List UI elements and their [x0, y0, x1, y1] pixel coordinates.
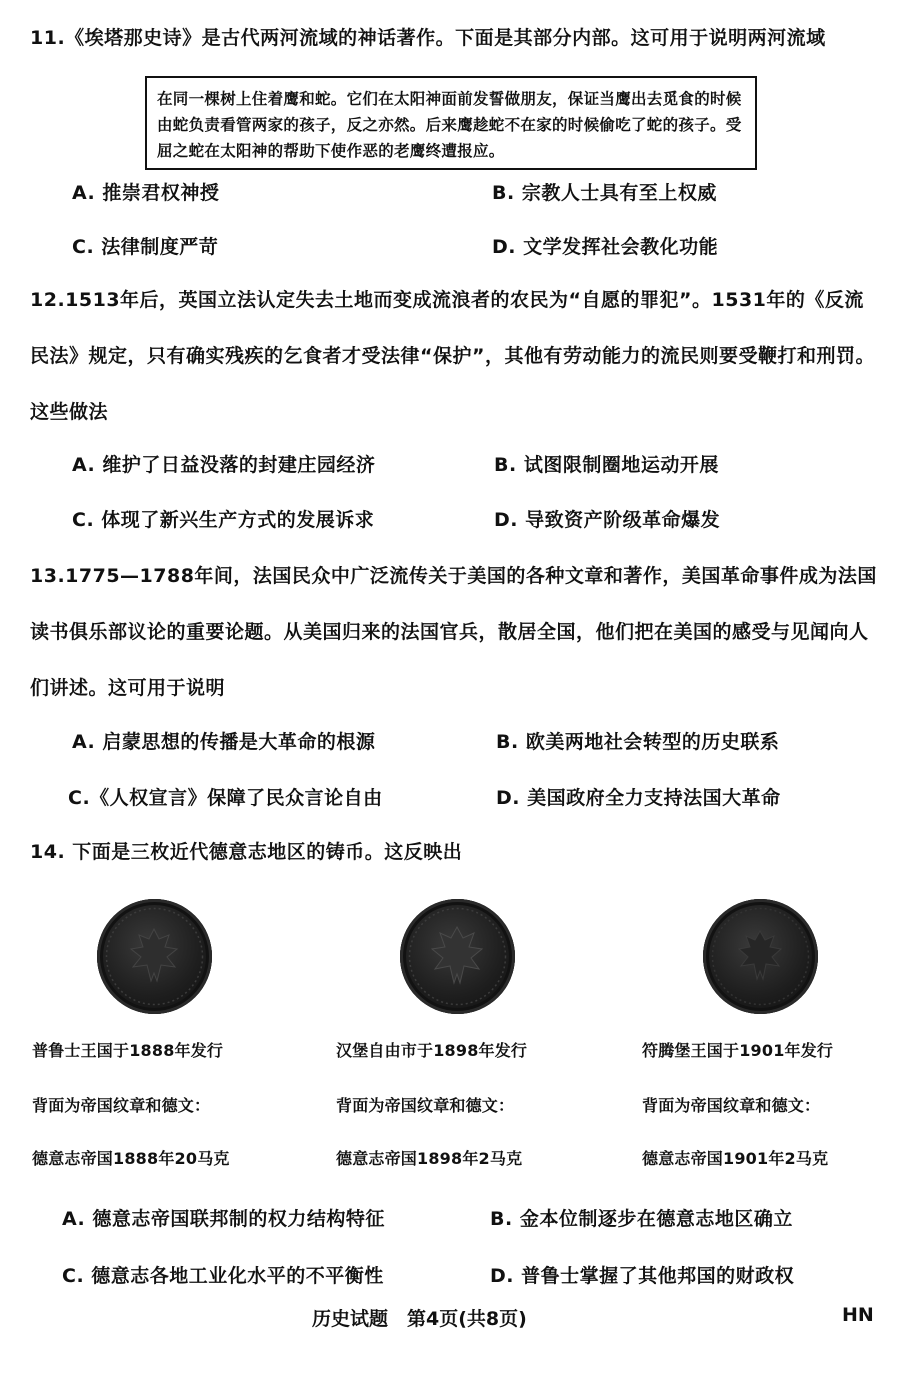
q12-option-c[interactable]: C. 体现了新兴生产方式的发展诉求 — [72, 509, 375, 531]
eagle-emblem-icon — [97, 899, 212, 1014]
q13-option-a[interactable]: A. 启蒙思想的传播是大革命的根源 — [72, 731, 376, 753]
page-footer-label: 历史试题 第4页(共8页) — [312, 1308, 527, 1330]
question-14-stem: 14. 下面是三枚近代德意志地区的铸币。这反映出 — [30, 841, 463, 863]
question-11-stem: 11.《埃塔那史诗》是古代两河流域的神话著作。下面是其部分内部。这可用于说明两河流域 — [30, 27, 826, 49]
coin-2-caption-line1: 汉堡自由市于1898年发行 — [336, 1041, 528, 1060]
coin-3-caption-line1: 符腾堡王国于1901年发行 — [642, 1041, 834, 1060]
eagle-emblem-icon — [703, 899, 818, 1014]
q11-option-d[interactable]: D. 文学发挥社会教化功能 — [492, 236, 719, 258]
q11-option-a[interactable]: A. 推崇君权神授 — [72, 182, 220, 204]
question-12-stem: 12.1513年后，英国立法认定失去土地而变成流浪者的农民为“自愿的罪犯”。1531年的《反流民法》规定，只有确实残疾的乞食者才受法律“保护”，其他有劳动能力的流民则要受鞭打和刑罚。这些做法 — [30, 289, 875, 423]
q13-option-b[interactable]: B. 欧美两地社会转型的历史联系 — [496, 731, 780, 753]
q12-option-b[interactable]: B. 试图限制圈地运动开展 — [494, 454, 719, 476]
coin-1-image — [97, 899, 212, 1014]
coin-2-caption-line3: 德意志帝国1898年2马克 — [336, 1149, 523, 1168]
coin-3-caption-line3: 德意志帝国1901年2马克 — [642, 1149, 829, 1168]
coin-3-image — [703, 899, 818, 1014]
q14-option-d[interactable]: D. 普鲁士掌握了其他邦国的财政权 — [490, 1265, 795, 1287]
q14-option-a[interactable]: A. 德意志帝国联邦制的权力结构特征 — [62, 1208, 385, 1230]
q11-option-b[interactable]: B. 宗教人士具有至上权威 — [492, 182, 717, 204]
question-13-stem: 13.1775—1788年间，法国民众中广泛流传关于美国的各种文章和著作，美国革命事件成为法国读书俱乐部议论的重要论题。从美国归来的法国官兵，散居全国，他们把在美国的感受与见闻向人们讲述。这可用于说明 — [30, 565, 877, 699]
coin-2-caption-line2: 背面为帝国纹章和德文： — [336, 1096, 515, 1115]
coin-3-caption-line2: 背面为帝国纹章和德文： — [642, 1096, 821, 1115]
coin-1-caption-line1: 普鲁士王国于1888年发行 — [32, 1041, 224, 1060]
q11-option-c[interactable]: C. 法律制度严苛 — [72, 236, 219, 258]
coin-2-image — [400, 899, 515, 1014]
q14-option-c[interactable]: C. 德意志各地工业化水平的不平衡性 — [62, 1265, 384, 1287]
q13-option-d[interactable]: D. 美国政府全力支持法国大革命 — [496, 787, 781, 809]
question-11-quote-box: 在同一棵树上住着鹰和蛇。它们在太阳神面前发誓做朋友，保证当鹰出去觅食的时候由蛇负责看管两家的孩子，反之亦然。后来鹰趁蛇不在家的时候偷吃了蛇的孩子。受屈之蛇在太阳神的帮助下使作恶的老鹰终遭报应。 — [145, 76, 757, 170]
q14-option-b[interactable]: B. 金本位制逐步在德意志地区确立 — [490, 1208, 793, 1230]
q12-option-d[interactable]: D. 导致资产阶级革命爆发 — [494, 509, 721, 531]
q12-option-a[interactable]: A. 维护了日益没落的封建庄园经济 — [72, 454, 376, 476]
eagle-emblem-icon — [400, 899, 515, 1014]
q13-option-c[interactable]: C.《人权宣言》保障了民众言论自由 — [68, 787, 383, 809]
coin-1-caption-line3: 德意志帝国1888年20马克 — [32, 1149, 230, 1168]
coin-1-caption-line2: 背面为帝国纹章和德文： — [32, 1096, 211, 1115]
page-footer-code: HN — [842, 1304, 874, 1326]
